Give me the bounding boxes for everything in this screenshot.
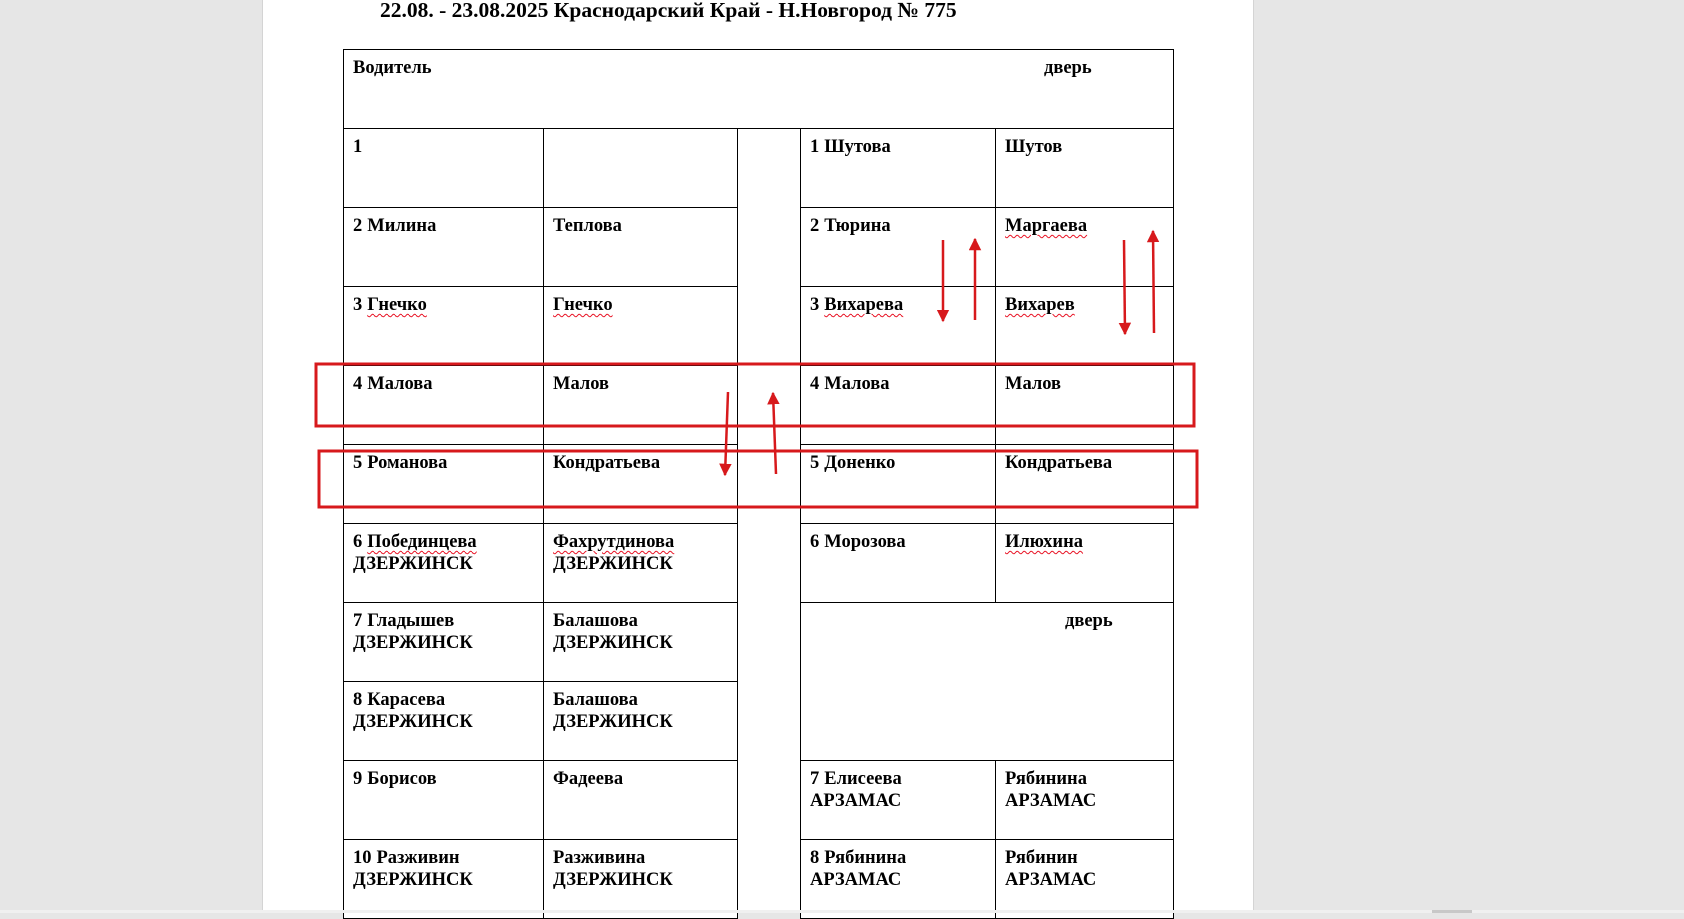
passenger-name: Милина [367,216,437,236]
row-number: 1 [353,137,363,157]
seat-cell [995,207,1174,287]
row-number: 5 [353,453,363,473]
passenger-name: Теплова [553,216,622,236]
passenger-name: Балашова [553,690,638,710]
row-number: 1 [810,137,820,157]
row-number: 6 [353,532,363,552]
passenger-name: Илюхина [1005,532,1084,552]
seat-cell [800,128,996,208]
seat-cell [343,523,544,603]
passenger-name: Романова [367,453,448,473]
passenger-name: Фахрутдинова [553,532,675,552]
passenger-name: Малов [1005,374,1062,394]
row-number: 4 [353,374,363,394]
seat-cell [343,444,544,524]
seat-cell [543,602,738,682]
seat-cell [995,286,1174,366]
seat-cell [800,839,996,919]
seat-cell [995,444,1174,524]
document-title: 22.08. - 23.08.2025 Краснодарский Край - Н.Новгород № 775 [380,0,957,22]
seat-cell [995,128,1174,208]
destination-city: ДЗЕРЖИНСК [553,554,673,574]
destination-city: ДЗЕРЖИНСК [553,712,673,732]
passenger-name: Доненко [824,453,896,473]
passenger-name: Рябинина [824,848,907,868]
passenger-name: Гнечко [367,295,427,315]
door-block [800,602,1174,761]
destination-city: ДЗЕРЖИНСК [353,633,473,653]
destination-city: ДЗЕРЖИНСК [553,870,673,890]
passenger-name: Малова [824,374,890,394]
seat-cell [543,128,738,208]
driver-header-row [343,49,1174,129]
seat-cell [543,286,738,366]
passenger-name: Вихарев [1005,295,1075,315]
seat-cell [543,365,738,445]
passenger-name: Малова [367,374,433,394]
passenger-name: Разживин [376,848,460,868]
row-number: 2 [353,216,363,236]
seat-cell [800,365,996,445]
seat-cell [343,839,544,919]
driver-label: Водитель [353,58,432,78]
door-label-front: дверь [1044,58,1092,78]
passenger-name: Тюрина [824,216,891,236]
seat-cell [343,207,544,287]
seat-cell [343,760,544,840]
destination-city: АРЗАМАС [810,870,902,890]
seat-cell [543,760,738,840]
passenger-name: Елисеева [824,769,902,789]
seat-cell [543,207,738,287]
seat-cell [995,760,1174,840]
passenger-name: Шутов [1005,137,1063,157]
seat-cell [543,839,738,919]
passenger-name: Балашова [553,611,638,631]
row-number: 4 [810,374,820,394]
seat-cell [343,286,544,366]
passenger-name: Гнечко [553,295,613,315]
seat-cell [995,839,1174,919]
seat-cell [343,602,544,682]
seat-cell [800,286,996,366]
door-label-middle: дверь [1065,611,1113,631]
seat-cell [800,523,996,603]
seat-cell [543,523,738,603]
row-number: 2 [810,216,820,236]
passenger-name: Гладышев [367,611,455,631]
passenger-name: Кондратьева [553,453,661,473]
passenger-name: Побединцева [367,532,477,552]
row-number: 3 [353,295,363,315]
passenger-name: Морозова [824,532,906,552]
destination-city: ДЗЕРЖИНСК [353,554,473,574]
row-number: 7 [353,611,363,631]
row-number: 9 [353,769,363,789]
row-number: 3 [810,295,820,315]
seat-cell [800,207,996,287]
row-number: 5 [810,453,820,473]
row-number: 6 [810,532,820,552]
passenger-name: Разживина [553,848,646,868]
row-number: 7 [810,769,820,789]
seat-cell [543,444,738,524]
seat-cell [343,681,544,761]
destination-city: АРЗАМАС [1005,791,1097,811]
row-number: 10 [353,848,372,868]
seat-cell [995,365,1174,445]
seat-cell [343,365,544,445]
row-number: 8 [810,848,820,868]
destination-city: ДЗЕРЖИНСК [553,633,673,653]
seat-cell [995,523,1174,603]
seat-cell [343,128,544,208]
passenger-name: Фадеева [553,769,624,789]
row-number: 8 [353,690,363,710]
passenger-name: Рябинин [1005,848,1078,868]
passenger-name: Малов [553,374,610,394]
seat-cell [800,444,996,524]
seat-cell [800,760,996,840]
passenger-name: Шутова [824,137,891,157]
passenger-name: Рябинина [1005,769,1087,789]
passenger-name: Маргаева [1005,216,1088,236]
destination-city: ДЗЕРЖИНСК [353,712,473,732]
passenger-name: Кондратьева [1005,453,1113,473]
destination-city: ДЗЕРЖИНСК [353,870,473,890]
passenger-name: Карасева [367,690,446,710]
destination-city: АРЗАМАС [810,791,902,811]
destination-city: АРЗАМАС [1005,870,1097,890]
seat-cell [543,681,738,761]
passenger-name: Борисов [367,769,437,789]
passenger-name: Вихарева [824,295,904,315]
